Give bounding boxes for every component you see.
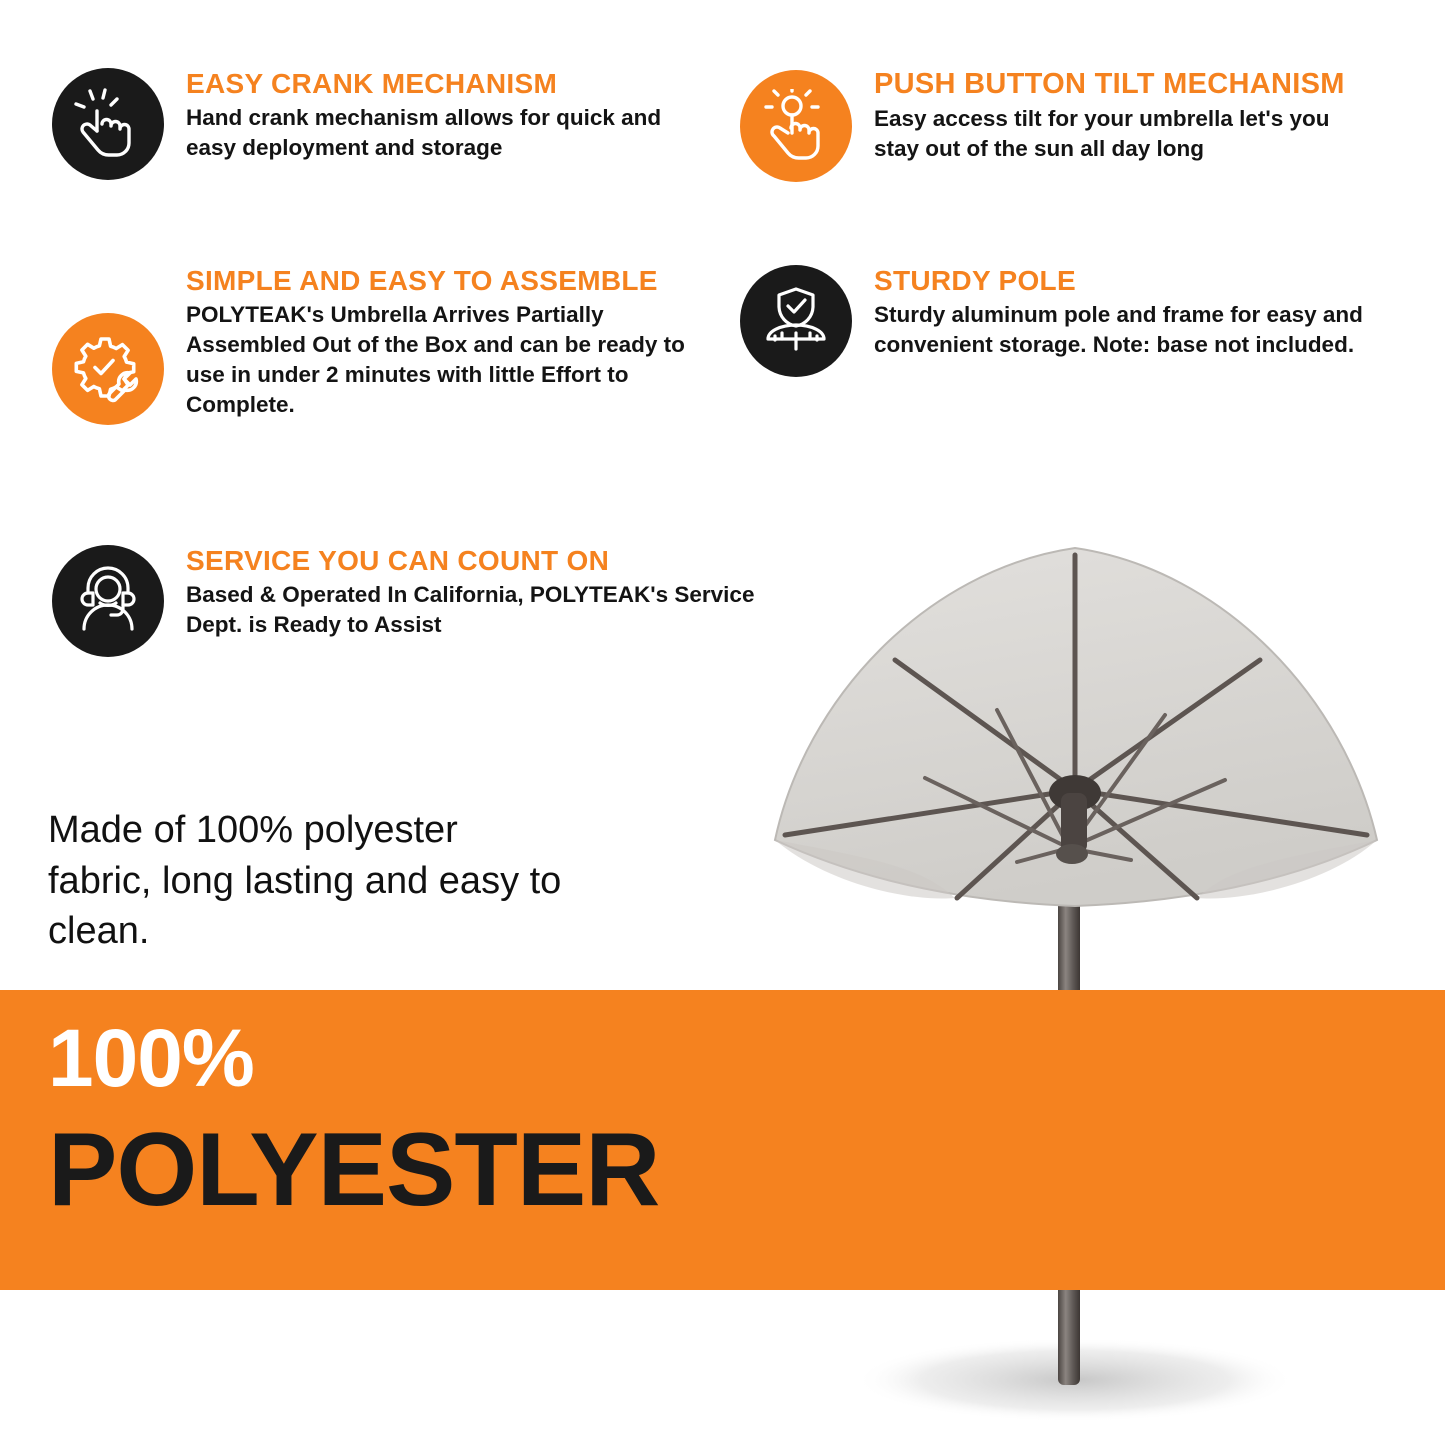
feature-push-button-tilt (740, 68, 1380, 182)
feature-body: Based & Operated In California, POLYTEAK's Service Dept. is Ready to Assist (186, 582, 755, 638)
feature-body: Easy access tilt for your umbrella let's you stay out of the sun all day long (874, 106, 1330, 162)
gear-wrench-icon (52, 313, 164, 425)
feature-service (52, 545, 802, 657)
feature-body: Hand crank mechanism allows for quick and easy deployment and storage (186, 105, 662, 161)
push-button-hand-icon (740, 70, 852, 182)
feature-body: POLYTEAK's Umbrella Arrives Partially Assembled Out of the Box and can be ready to use in under 2 minutes with little Effort to Complete. (186, 302, 685, 418)
feature-easy-crank (52, 68, 692, 180)
feature-body: Sturdy aluminum pole and frame for easy and convenient storage. Note: base not included. (874, 302, 1363, 358)
shield-check-umbrella-icon (740, 265, 852, 377)
patio-umbrella-photo (745, 510, 1445, 1445)
feature-text (186, 265, 712, 420)
feature-title: EASY CRANK MECHANISM (186, 68, 558, 99)
feature-simple-assemble (52, 265, 712, 425)
feature-text (186, 545, 802, 640)
feature-text (186, 68, 692, 163)
hand-click-icon (52, 68, 164, 180)
feature-sturdy-pole (740, 265, 1390, 377)
feature-title: STURDY POLE (874, 265, 1076, 296)
feature-title: PUSH BUTTON TILT MECHANISM (874, 68, 1345, 100)
feature-text (874, 68, 1380, 164)
feature-text (874, 265, 1390, 360)
headset-agent-icon (52, 545, 164, 657)
feature-title: SERVICE YOU CAN COUNT ON (186, 545, 610, 576)
banner-line-2: POLYESTER (48, 1112, 660, 1228)
feature-title: SIMPLE AND EASY TO ASSEMBLE (186, 265, 658, 296)
banner-line-1: 100% (48, 1013, 254, 1104)
polyester-note: Made of 100% polyester fabric, long lasting and easy to clean. (48, 809, 562, 953)
